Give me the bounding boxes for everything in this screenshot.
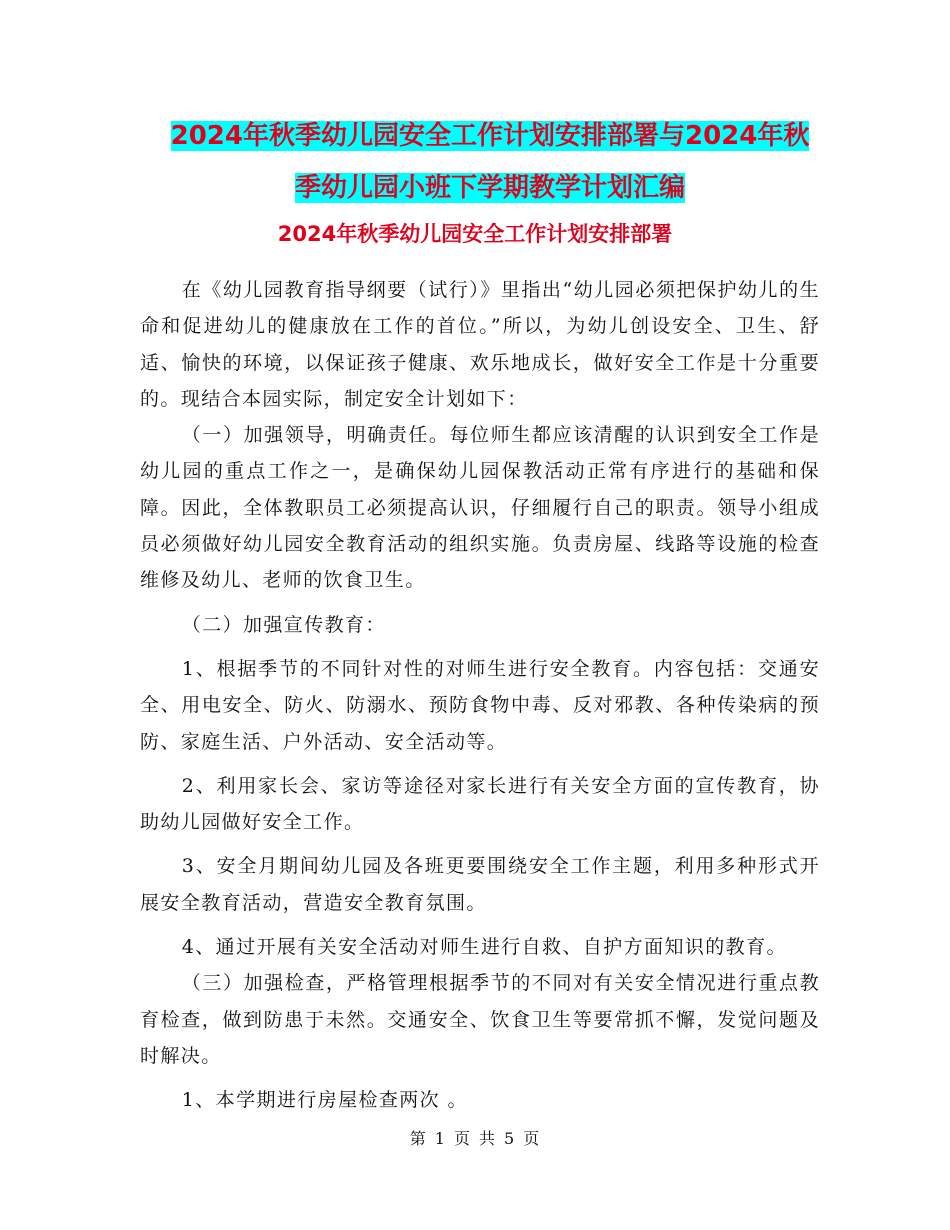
document-title-line-1: 2024年秋季幼儿园安全工作计划安排部署与2024年秋 bbox=[170, 121, 810, 151]
paragraph-leadership: （一）加强领导，明确责任。每位师生都应该清醒的认识到安全工作是幼儿园的重点工作之一，是确保幼儿园保教活动正常有序进行的基础和保障。因此，全体教职员工必须提高认识，仔细履行自己的职责。领导小组成员必须做好幼儿园安全教育活动的组织实施。负责房屋、线路等设施的检查维修及幼儿、老师的饮食卫生。 bbox=[140, 424, 820, 592]
footer-prefix: 第 bbox=[409, 1129, 427, 1148]
footer-page-word: 页 bbox=[453, 1129, 471, 1148]
paragraph-item-1: 1、根据季节的不同针对性的对师生进行安全教育。内容包括：交通安全、用电安全、防火、防溺水、预防食物中毒、反对邪教、各种传染病的预防、家庭生活、户外活动、安全活动等。 bbox=[140, 657, 820, 753]
document-title bbox=[140, 110, 840, 214]
document-body bbox=[140, 272, 820, 1119]
section-heading: 2024年秋季幼儿园安全工作计划安排部署 bbox=[277, 222, 673, 246]
footer-suffix: 页 bbox=[523, 1129, 541, 1148]
footer-total-prefix: 共 bbox=[479, 1129, 497, 1148]
footer-page-total: 5 bbox=[504, 1129, 516, 1148]
paragraph-inspection: （三）加强检查，严格管理根据季节的不同对有关安全情况进行重点教育检查，做到防患于未然。交通安全、饮食卫生等要常抓不懈，发觉问题及时解决。 bbox=[140, 972, 820, 1067]
footer-page-current: 1 bbox=[434, 1129, 446, 1148]
paragraph-item-3: 3、安全月期间幼儿园及各班更要围绕安全工作主题，利用多种形式开展安全教育活动，营造安全教育氛围。 bbox=[140, 855, 820, 914]
page-footer bbox=[0, 1126, 950, 1149]
paragraph-intro: 在《幼儿园教育指导纲要（试行）》里指出“幼儿园必须把保护幼儿的生命和促进幼儿的健康放在工作的首位。”所以，为幼儿创设安全、卫生、舒适、愉快的环境，以保证孩子健康、欢乐地成长，做好安全工作是十分重要的。现结合本园实际，制定安全计划如下： bbox=[140, 279, 820, 410]
paragraph-inspection-item-1: 1、本学期进行房屋检查两次 。 bbox=[181, 1089, 468, 1112]
document-title-line-2: 季幼儿园小班下学期教学计划汇编 bbox=[294, 173, 685, 203]
paragraph-publicity-heading: （二）加强宣传教育： bbox=[181, 613, 386, 636]
paragraph-item-2: 2、利用家长会、家访等途径对家长进行有关安全方面的宣传教育，协助幼儿园做好安全工作。 bbox=[140, 774, 820, 834]
paragraph-item-4: 4、通过开展有关安全活动对师生进行自救、自护方面知识的教育。 bbox=[181, 936, 787, 959]
